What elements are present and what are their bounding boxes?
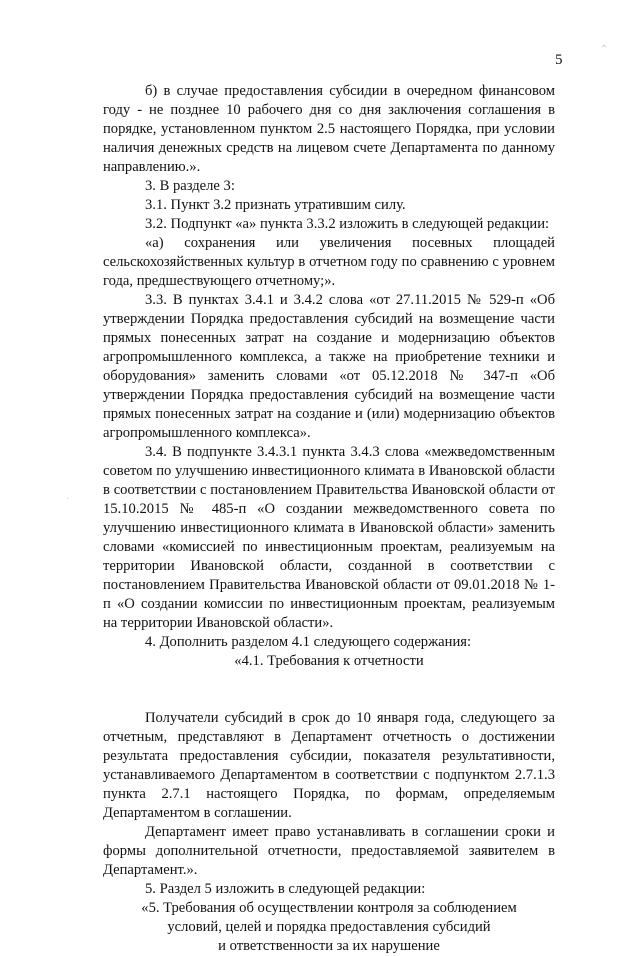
paragraph: «а) сохранения или увеличения посевных площадей сельскохозяйственных культур в отчетном году по сравнению с уровнем года, предшествующего отчетному;».	[103, 235, 555, 289]
paragraph: Получатели субсидий в срок до 10 января года, следующего за отчетным, представляют в Департамент отчетность о достижении результата предоставления субсидии, показателя результативности, устанавливаемого Департаментом в соответствии с подпунктом 2.7.1.3 пункта 2.7.1 настоящего Порядка, по формам, определяемым Департаментом в соглашении.	[103, 710, 555, 821]
page-number: 5	[555, 52, 563, 68]
paragraph: 3.3. В пунктах 3.4.1 и 3.4.2 слова «от 27.11.2015 № 529-п «Об утверждении Порядка предоставления субсидий на возмещение части прямых понесенных затрат на создание и модернизацию объектов агропромышленного комплекса, а также на приобретение техники и оборудования» заменить словами «от 05.12.2018 № 347-п «Об утверждении Порядка предоставления субсидий на возмещение части прямых понесенных затрат на создание и (или) модернизацию объектов агропромышленного комплекса».	[103, 292, 555, 441]
scan-artifact: ⌃	[600, 44, 609, 55]
section-5-title	[103, 899, 555, 956]
section-5-title-line: условий, целей и порядка предоставления субсидий	[167, 919, 491, 935]
body-text	[103, 82, 555, 956]
paragraph: 3. В разделе 3:	[145, 178, 235, 194]
scan-artifact: ·	[66, 494, 70, 505]
section-5-title-line: «5. Требования об осуществлении контроля за соблюдением	[141, 900, 517, 916]
paragraph: б) в случае предоставления субсидии в очередном финансовом году - не позднее 10 рабочего дня со дня заключения соглашения в порядке, установленном пунктом 2.5 настоящего Порядка, при условии наличия денежных средств на лицевом счете Департамента по данному направлению.».	[103, 83, 555, 175]
paragraph: 3.2. Подпункт «а» пункта 3.3.2 изложить в следующей редакции:	[145, 216, 550, 232]
paragraph: Департамент имеет право устанавливать в соглашении сроки и формы дополнительной отчетности, предоставляемой заявителем в Департамент.».	[103, 824, 555, 878]
paragraph: 3.4. В подпункте 3.4.3.1 пункта 3.4.3 слова «межведомственным советом по улучшению инвестиционного климата в Ивановской области в соответствии с постановлением Правительства Ивановской области от 15.10.2015 № 485-п «О создании межведомственного совета по улучшению инвестиционного климата в Ивановской области» заменить словами «комиссией по инвестиционным проектам, реализуемым на территории Ивановской области, созданной в соответствии с постановлением Правительства Ивановской области от 09.01.2018 № 1-п «О создании комиссии по инвестиционным проектам, реализуемым на территории Ивановской области».	[103, 444, 555, 631]
section-4-1-title: «4.1. Требования к отчетности	[234, 653, 424, 669]
section-5-title-line: и ответственности за их нарушение	[218, 938, 440, 954]
paragraph: 4. Дополнить разделом 4.1 следующего содержания:	[145, 634, 472, 650]
paragraph: 5. Раздел 5 изложить в следующей редакции:	[145, 881, 426, 897]
paragraph: 3.1. Пункт 3.2 признать утратившим силу.	[145, 197, 406, 213]
